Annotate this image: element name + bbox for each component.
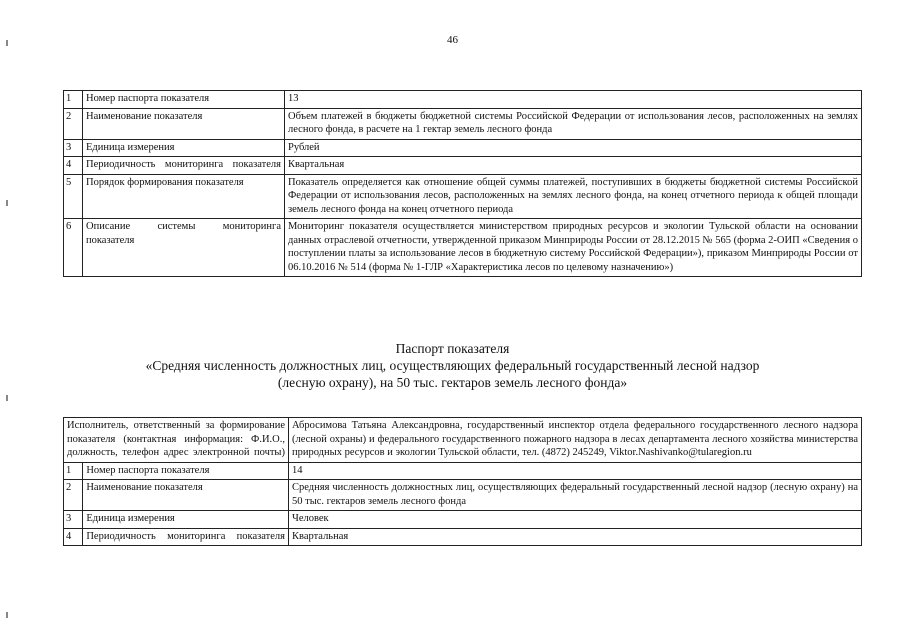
row-number: 2	[64, 108, 83, 139]
row-label: Периодичность мониторинга показателя	[83, 528, 289, 546]
row-label: Номер паспорта показателя	[83, 462, 289, 480]
section-subtitle-line2: (лесную охрану), на 50 тыс. гектаров земель лесного фонда»	[277, 375, 628, 390]
section-title: Паспорт показателя	[395, 341, 510, 356]
table-row	[64, 157, 862, 175]
row-number: 4	[64, 528, 83, 546]
row-label: Номер паспорта показателя	[83, 91, 285, 109]
row-value: Квартальная	[289, 528, 862, 546]
row-label: Периодичность мониторинга показателя	[83, 157, 285, 175]
page-number: 46	[447, 34, 458, 46]
indicator-passport-table-14	[63, 417, 862, 546]
row-number: 6	[64, 219, 83, 277]
table-row	[64, 139, 862, 157]
table-row	[64, 528, 862, 546]
table-row	[64, 91, 862, 109]
row-value: 14	[289, 462, 862, 480]
row-number: 4	[64, 157, 83, 175]
row-label: Наименование показателя	[83, 108, 285, 139]
row-label: Описание системы мониторинга показателя	[83, 219, 285, 277]
row-label: Порядок формирования показателя	[83, 174, 285, 219]
table-row	[64, 480, 862, 511]
table-row	[64, 108, 862, 139]
row-number: 1	[64, 462, 83, 480]
table-row	[64, 462, 862, 480]
row-number: 2	[64, 480, 83, 511]
row-label: Единица измерения	[83, 511, 289, 529]
table-row	[64, 511, 862, 529]
executor-label: Исполнитель, ответственный за формирование показателя (контактная информация: Ф.И.О., должность, телефон адрес электронной почты)	[64, 418, 289, 463]
row-value: Средняя численность должностных лиц, осуществляющих федеральный государственный лесной надзор (лесную охрану) на 50 тыс. гектаров земель лесного фонда	[289, 480, 862, 511]
indicator-passport-table-13	[63, 90, 862, 277]
row-value: Рублей	[285, 139, 862, 157]
row-number: 1	[64, 91, 83, 109]
executor-value: Абросимова Татьяна Александровна, государственный инспектор отдела федерального государственного лесного надзора (лесной охраны) и федерального государственного пожарного надзора в лесах департамента лесного хозяйства министерства природных ресурсов и экологии Тульской области, тел. (4872) 245249, Viktor.Nashivanko@tularegion.ru	[289, 418, 862, 463]
row-value: Мониторинг показателя осуществляется министерством природных ресурсов и экологии Тульской области на основании данных отраслевой отчетности, утвержденной приказом Минприроды России от 28.12.2015 № 565 (форма 2-ОИП «Сведения о поступлении платы за использование лесов в бюджетную систему Российской Федерации»), приказом Минприроды России от 06.10.2016 № 514 (форма № 1-ГЛР «Характеристика лесов по целевому назначению»)	[285, 219, 862, 277]
row-value: Объем платежей в бюджеты бюджетной системы Российской Федерации от использования лесов, расположенных на землях лесного фонда, в расчете на 1 гектар земель лесного фонда	[285, 108, 862, 139]
row-label: Единица измерения	[83, 139, 285, 157]
margin-mark	[6, 612, 8, 618]
row-number: 3	[64, 511, 83, 529]
section-heading	[0, 340, 905, 391]
row-value: Показатель определяется как отношение общей суммы платежей, поступивших в бюджеты бюджетной системы Российской Федерации от использования лесов, расположенных на землях лесного фонда, на конец отчетного периода к общей площади земель лесного фонда на конец отчетного периода	[285, 174, 862, 219]
row-number: 3	[64, 139, 83, 157]
row-value: 13	[285, 91, 862, 109]
table-row	[64, 174, 862, 219]
table-row	[64, 418, 862, 463]
section-subtitle-line1: «Средняя численность должностных лиц, осуществляющих федеральный государственный лесной надзор	[145, 358, 760, 373]
table-row	[64, 219, 862, 277]
row-label: Наименование показателя	[83, 480, 289, 511]
row-value: Человек	[289, 511, 862, 529]
margin-mark	[6, 200, 8, 206]
row-value: Квартальная	[285, 157, 862, 175]
margin-mark	[6, 395, 8, 401]
row-number: 5	[64, 174, 83, 219]
